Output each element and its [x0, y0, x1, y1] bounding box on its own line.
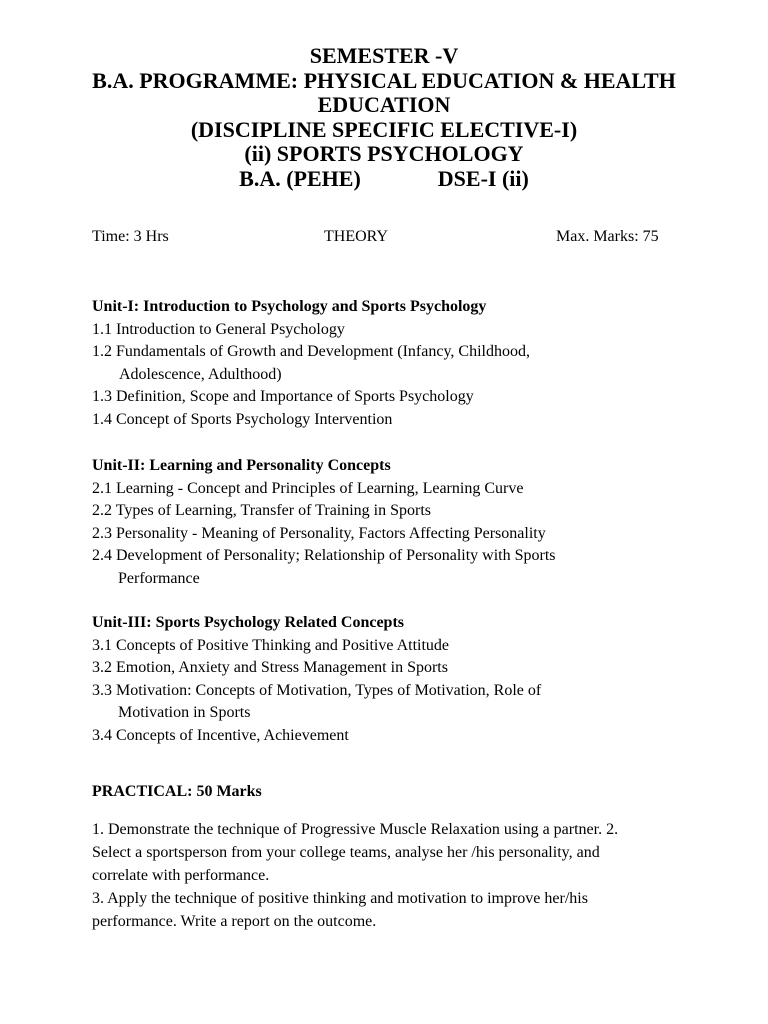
unit-item: 1.3 Definition, Scope and Importance of Sports Psychology: [92, 388, 474, 405]
exam-type: THEORY: [324, 228, 388, 245]
exam-meta-row: [0, 228, 768, 248]
exam-time: Time: 3 Hrs: [92, 228, 169, 245]
unit-item: 1.4 Concept of Sports Psychology Intervention: [92, 410, 393, 428]
header-paper-title: (ii) SPORTS PSYCHOLOGY: [244, 141, 524, 166]
header-programme-cont: EDUCATION: [317, 92, 451, 117]
practical-title: PRACTICAL: 50 Marks: [92, 783, 262, 800]
unit-1: [92, 296, 712, 431]
unit-title: Unit-I: Introduction to Psychology and Sports Psychology: [92, 298, 487, 315]
unit-item-continuation: Motivation in Sports: [118, 704, 251, 721]
practical-line: performance. Write a report on the outcome.: [92, 913, 377, 930]
unit-item: 2.3 Personality - Meaning of Personality, Factors Affecting Personality: [92, 524, 546, 542]
practical-body: [92, 818, 692, 933]
practical-line: correlate with performance.: [92, 867, 270, 884]
unit-item: 2.4 Development of Personality; Relationship of Personality with Sports: [92, 547, 556, 564]
unit-3: [92, 612, 712, 747]
unit-item: 1.1 Introduction to General Psychology: [92, 320, 345, 338]
practical-line: Select a sportsperson from your college teams, analyse her /his personality, and: [92, 844, 600, 861]
header-programme: B.A. PROGRAMME: PHYSICAL EDUCATION & HEALTH: [92, 67, 676, 93]
unit-item-continuation: Adolescence, Adulthood): [119, 365, 282, 383]
practical-line: 1. Demonstrate the technique of Progressive Muscle Relaxation using a partner. 2.: [92, 821, 619, 838]
unit-item: 1.2 Fundamentals of Growth and Development (Infancy, Childhood,: [92, 343, 530, 360]
unit-item: 3.3 Motivation: Concepts of Motivation, Types of Motivation, Role of: [92, 681, 542, 699]
header-paper-code: B.A. (PEHE) DSE-I (ii): [239, 165, 529, 191]
unit-item: 3.4 Concepts of Incentive, Achievement: [92, 726, 349, 744]
header-elective: (DISCIPLINE SPECIFIC ELECTIVE-I): [190, 116, 578, 142]
unit-item-continuation: Performance: [118, 569, 200, 587]
unit-2: [92, 455, 712, 590]
unit-title: Unit-II: Learning and Personality Concepts: [92, 457, 391, 474]
header-semester: SEMESTER -V: [309, 43, 459, 68]
practical-line: 3. Apply the technique of positive thinking and motivation to improve her/his: [92, 890, 588, 907]
course-header: [0, 44, 768, 191]
unit-item: 3.2 Emotion, Anxiety and Stress Management in Sports: [92, 659, 448, 676]
unit-item: 2.2 Types of Learning, Transfer of Training in Sports: [92, 502, 432, 519]
unit-item: 2.1 Learning - Concept and Principles of Learning, Learning Curve: [92, 479, 524, 497]
unit-title: Unit-III: Sports Psychology Related Concepts: [92, 614, 404, 631]
unit-item: 3.1 Concepts of Positive Thinking and Positive Attitude: [92, 636, 450, 654]
exam-max-marks: Max. Marks: 75: [556, 228, 659, 245]
